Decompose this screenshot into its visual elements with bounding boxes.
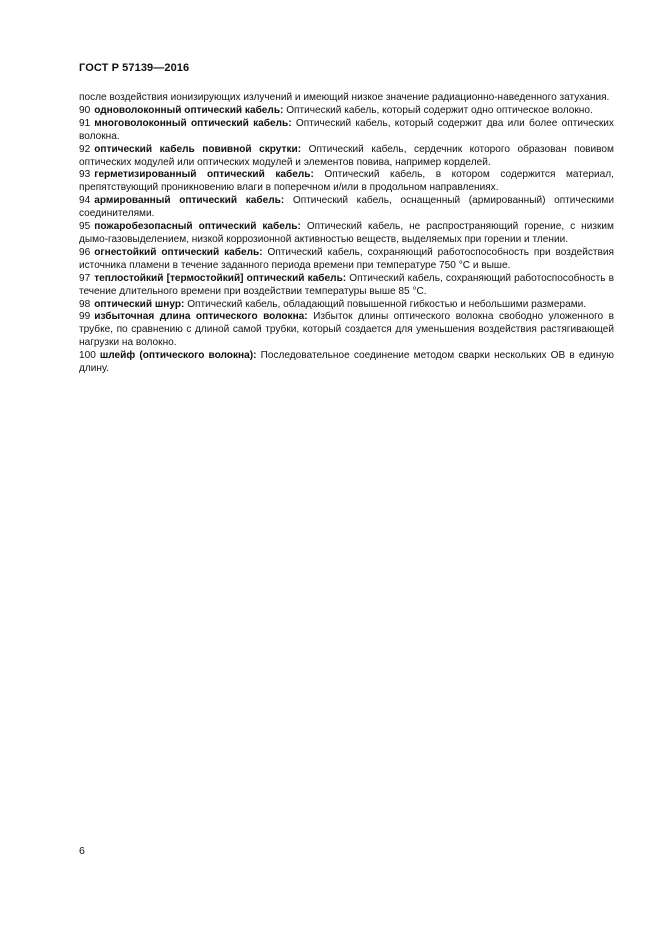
term-name: армированный оптический кабель:: [94, 195, 285, 207]
term-entry-92: [79, 144, 614, 170]
term-name: оптический шнур:: [94, 298, 185, 310]
term-entry-94: [79, 195, 614, 221]
term-entry-99: [79, 311, 614, 350]
term-entry-95: [79, 221, 614, 247]
term-definition: Последовательное соединение методом сварки нескольких ОВ в единую длину.: [79, 350, 615, 375]
term-number: 99: [79, 311, 91, 323]
term-number: 91: [79, 117, 91, 129]
term-entry-91: [79, 118, 614, 144]
term-definition: Оптический кабель, который содержит одно оптическое волокно.: [283, 104, 593, 116]
term-number: 100: [79, 350, 96, 362]
term-name: одноволоконный оптический кабель:: [94, 104, 284, 116]
page-number: 6: [79, 845, 85, 857]
term-definition: Оптический кабель, сердечник которого образован повивом оптических модулей или оптических модулей и элементов повива, например корделей.: [79, 143, 614, 168]
term-definition: Оптический кабель, обладающий повышенной гибкостью и небольшими размерами.: [184, 298, 587, 310]
term-entry-100: [79, 350, 614, 376]
term-number: 95: [79, 221, 91, 233]
term-entry-93: [79, 169, 614, 195]
term-definition: Оптический кабель, оснащенный (армированный) оптическими соединителями.: [79, 195, 614, 220]
term-entry-90: [79, 105, 614, 118]
term-definition: Оптический кабель, не распространяющий горение, с низким дымо-газовыделением, низкой коррозионной активностью веществ, выделяемых при горении и тлении.: [79, 221, 614, 245]
term-name: избыточная длина оптического волокна:: [94, 311, 308, 323]
term-name: герметизированный оптический кабель:: [94, 169, 314, 181]
intro-paragraph: после воздействия ионизирующих излучений и имеющий низкое значение радиационно-наведенного затухания.: [79, 92, 610, 103]
term-name: пожаробезопасный оптический кабель:: [94, 221, 301, 233]
term-number: 96: [79, 246, 91, 258]
term-number: 98: [79, 298, 91, 310]
term-name: оптический кабель повивной скрутки:: [94, 143, 302, 155]
term-entry-96: [79, 247, 614, 273]
term-name: теплостойкий [термостойкий] оптический кабель:: [94, 272, 347, 284]
term-definition: Оптический кабель, сохраняющий работоспособность в течение длительного времени при воздействии температуры выше 85 °С.: [79, 272, 614, 297]
term-name: огнестойкий оптический кабель:: [94, 246, 263, 258]
term-definition: Избыток длины оптического волокна свободно уложенного в трубке, по сравнению с длиной самой трубки, который создается для уменьшения воздействия растягивающей нагрузки на волокно.: [79, 311, 614, 349]
term-entry-98: [79, 299, 614, 312]
document-header: ГОСТ Р 57139—2016: [79, 62, 190, 74]
term-definition: Оптический кабель, сохраняющий работоспособность при воздействия источника пламени в течение заданного периода времени при температуре 750 °С и выше.: [79, 246, 614, 271]
term-number: 94: [79, 195, 91, 207]
term-definition: Оптический кабель, который содержит два или более оптических волокна.: [79, 117, 614, 142]
term-name: многоволоконный оптический кабель:: [94, 117, 292, 129]
term-number: 97: [79, 272, 91, 284]
term-number: 92: [79, 143, 91, 155]
document-body: [79, 92, 614, 376]
term-entry-97: [79, 273, 614, 299]
term-number: 90: [79, 104, 91, 116]
term-name: шлейф (оптического волокна):: [99, 350, 257, 362]
term-definition: Оптический кабель, в котором содержится материал, препятствующий проникновению влаги в поперечном и/или в продольном направлениях.: [79, 169, 614, 194]
term-number: 93: [79, 169, 91, 181]
